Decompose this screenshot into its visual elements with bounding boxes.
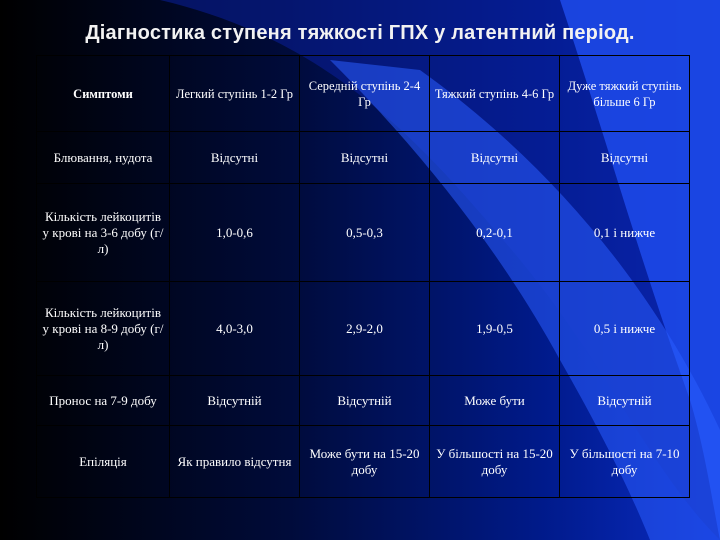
table-cell: Відсутні (560, 132, 690, 184)
row-label: Пронос на 7-9 добу (37, 376, 170, 426)
table-cell: Відсутні (170, 132, 300, 184)
table-cell: Відсутні (430, 132, 560, 184)
header-symptoms: Симптоми (37, 56, 170, 132)
table-cell: 0,2-0,1 (430, 184, 560, 282)
table-cell: 0,1 і нижче (560, 184, 690, 282)
row-label: Епіляція (37, 426, 170, 498)
row-label: Блювання, нудота (37, 132, 170, 184)
table-cell: 0,5 і нижче (560, 282, 690, 376)
table-row (37, 132, 690, 184)
table-cell: Може бути на 15-20 добу (300, 426, 430, 498)
diagnosis-table (36, 55, 690, 498)
table-cell: Як правило відсутня (170, 426, 300, 498)
table-cell: 2,9-2,0 (300, 282, 430, 376)
table-cell: 1,0-0,6 (170, 184, 300, 282)
header-moderate: Середній ступінь 2-4 Гр (300, 56, 430, 132)
table-cell: 4,0-3,0 (170, 282, 300, 376)
table-row (37, 282, 690, 376)
row-label: Кількість лейкоцитів у крові на 3-6 добу (г/л) (37, 184, 170, 282)
table-cell: Може бути (430, 376, 560, 426)
table-row (37, 184, 690, 282)
table-cell: У більшості на 7-10 добу (560, 426, 690, 498)
table-cell: Відсутній (300, 376, 430, 426)
table-row (37, 426, 690, 498)
header-severe: Тяжкий ступінь 4-6 Гр (430, 56, 560, 132)
table-cell: Відсутній (170, 376, 300, 426)
table-cell: 0,5-0,3 (300, 184, 430, 282)
table-cell: У більшості на 15-20 добу (430, 426, 560, 498)
header-mild: Легкий ступінь 1-2 Гр (170, 56, 300, 132)
table-cell: 1,9-0,5 (430, 282, 560, 376)
header-very-severe: Дуже тяжкий ступінь більше 6 Гр (560, 56, 690, 132)
table-header-row (37, 56, 690, 132)
slide-title: Діагностика ступеня тяжкості ГПХ у латентний період. (85, 22, 635, 44)
row-label: Кількість лейкоцитів у крові на 8-9 добу (г/л) (37, 282, 170, 376)
table-cell: Відсутні (300, 132, 430, 184)
table-cell: Відсутній (560, 376, 690, 426)
table-row (37, 376, 690, 426)
